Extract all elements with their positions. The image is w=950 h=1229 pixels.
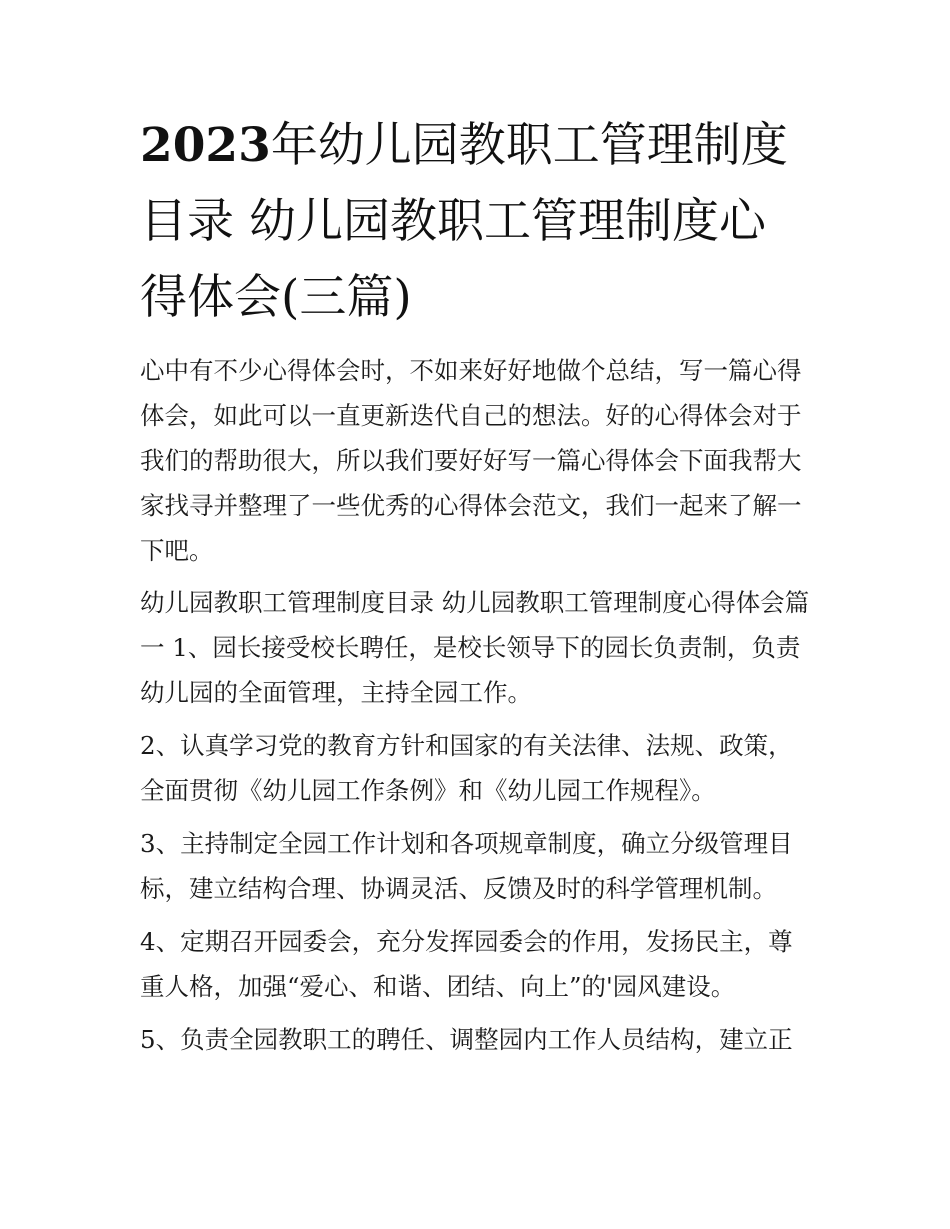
- document-body: [140, 108, 812, 1070]
- paragraph-4: 4、定期召开园委会，充分发挥园委会的作用，发扬民主，尊重人格，加强“爱心、和谐、团结、向上”的'园风建设。: [140, 927, 793, 1001]
- document-title: [140, 108, 812, 336]
- paragraph-3: 3、主持制定全园工作计划和各项规章制度，确立分级管理目标，建立结构合理、协调灵活、反馈及时的科学管理机制。: [140, 829, 793, 903]
- paragraph-1: 幼儿园教职工管理制度目录 幼儿园教职工管理制度心得体会篇一 1、园长接受校长聘任，是校长领导下的园长负责制，负责幼儿园的全面管理，主持全园工作。: [140, 588, 810, 707]
- paragraph-2: 2、认真学习党的教育方针和国家的有关法律、法规、政策，全面贯彻《幼儿园工作条例》和《幼儿园工作规程》。: [140, 731, 793, 805]
- intro-paragraph: 心中有不少心得体会时，不如来好好地做个总结，写一篇心得体会，如此可以一直更新迭代自己的想法。好的心得体会对于我们的帮助很大，所以我们要好好写一篇心得体会下面我帮大家找寻并整理了一些优秀的心得体会范文，我们一起来了解一下吧。: [140, 356, 802, 565]
- title-year: 2023: [140, 118, 271, 173]
- title-text: 年幼儿园教职工管理制度目录 幼儿园教职工管理制度心得体会(三篇): [140, 118, 788, 325]
- paragraph-5: 5、负责全园教职工的聘任、调整园内工作人员结构，建立正: [140, 1025, 793, 1054]
